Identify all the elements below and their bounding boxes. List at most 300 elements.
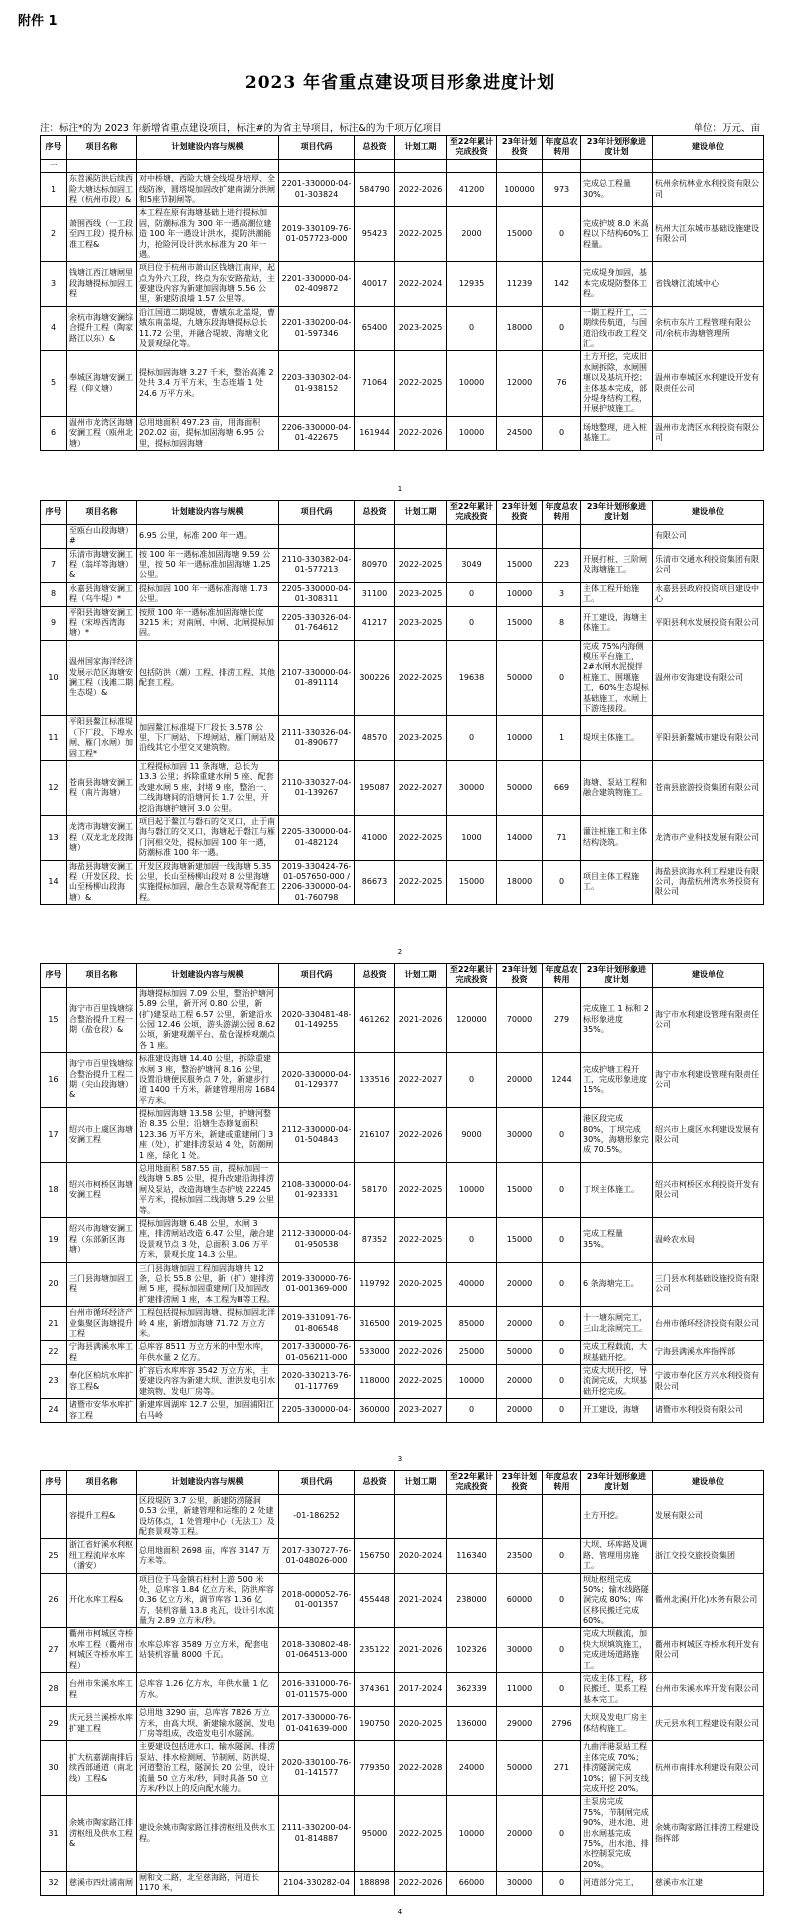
column-header: 项目代码 bbox=[279, 136, 355, 160]
table-cell: 0 bbox=[543, 1573, 581, 1628]
table-cell: 水库总库容 3589 万立方米，配套电站装机容量 8000 千瓦。 bbox=[137, 1628, 279, 1673]
table-row bbox=[41, 582, 764, 606]
table-cell: 2022-2025 bbox=[395, 1796, 447, 1872]
table-cell bbox=[355, 159, 395, 172]
table-cell: 2022-2025 bbox=[395, 860, 447, 905]
table-cell: 新建库周湖库 12.7 公里，加固浦阳江右马岭 bbox=[137, 1399, 279, 1423]
table-cell: 0 bbox=[543, 1796, 581, 1872]
table-row bbox=[41, 1108, 764, 1163]
column-header: 计划工期 bbox=[395, 1471, 447, 1495]
table-cell: 温州国家海洋经济发展示范区海塘安澜工程（浅滩二期生态堤）& bbox=[67, 640, 137, 716]
table-cell: 完成施工 1 标和 2 标形象进度 35%。 bbox=[581, 987, 653, 1052]
column-header: 项目代码 bbox=[279, 1471, 355, 1495]
table-cell: 9000 bbox=[447, 1108, 497, 1163]
table-cell: 156750 bbox=[355, 1539, 395, 1573]
table-row bbox=[41, 1399, 764, 1423]
table-cell: 24 bbox=[41, 1399, 67, 1423]
table-cell: 2108-330000-04-01-923331 bbox=[279, 1163, 355, 1218]
table-cell: 6.95 公里，标准 200 年一遇。 bbox=[137, 524, 279, 548]
table-cell: 20000 bbox=[497, 1307, 543, 1341]
table-cell: 9 bbox=[41, 606, 67, 640]
table-cell: 0 bbox=[543, 1108, 581, 1163]
table-cell: 2205-330326-04-01-764612 bbox=[279, 606, 355, 640]
table-cell: 120000 bbox=[447, 987, 497, 1052]
table-cell: 2022-2026 bbox=[395, 173, 447, 207]
column-header: 总投资 bbox=[355, 501, 395, 525]
table-cell: 宁波市奉化区方兴水利投资有限公司 bbox=[653, 1365, 764, 1399]
table-cell: 三门县水利基础设施投资有限公司 bbox=[653, 1262, 764, 1307]
table-cell: 河道部分完工， bbox=[581, 1872, 653, 1896]
table-cell: 2022-2026 bbox=[395, 1872, 447, 1896]
table-cell: 衢州北溪(开化)水务有限公司 bbox=[653, 1573, 764, 1628]
table-cell: 提标加固海塘 3.27 千米，整治高滩 2 处共 3.4 万平方米，生态连墙 1 处 24.6 万平方米。 bbox=[137, 351, 279, 416]
table-cell: 宁海县满溪水库工程 bbox=[67, 1341, 137, 1365]
table-cell: 116340 bbox=[447, 1539, 497, 1573]
table-cell: 2022-2025 bbox=[395, 351, 447, 416]
table-cell bbox=[41, 524, 67, 548]
table-cell: 19638 bbox=[447, 640, 497, 716]
table-cell: 10000 bbox=[497, 716, 543, 761]
table-cell: 2020-2025 bbox=[395, 1262, 447, 1307]
table-cell: 119792 bbox=[355, 1262, 395, 1307]
table-cell: 海塘提标加固 7.09 公里，整治护塘河 5.89 公里，新开河 0.80 公里，新(扩)建泵站工程 6.57 公里，新建沿水公园 12.46 公顷，游头游湖公园 8.62 公顷，新建观潮平台、盐仓湿桥观潮点各 1 座。 bbox=[137, 987, 279, 1052]
table-cell: 按照 100 年一遇标准加固海塘长度 3215 米；对南闸、中闸、北闸提标加固。 bbox=[137, 606, 279, 640]
table-cell: 慈溪市四灶浦南闸 bbox=[67, 1872, 137, 1896]
table-cell: 20000 bbox=[497, 1053, 543, 1108]
table-cell: 86673 bbox=[355, 860, 395, 905]
table-cell: 包括防洪（潮）工程、排涝工程、其他配套工程。 bbox=[137, 640, 279, 716]
table-cell: 余姚市陶家路江排涝枢纽及供水工程& bbox=[67, 1796, 137, 1872]
table-cell bbox=[447, 159, 497, 172]
table-cell: 4 bbox=[41, 306, 67, 351]
table-cell: 港区段完成 80%，丁坝完成 30%，海塘形象完成 70.5%。 bbox=[581, 1108, 653, 1163]
table-cell: 总库容 1.26 亿方水，年供水量 1 亿方水。 bbox=[137, 1673, 279, 1707]
table-cell: 100000 bbox=[497, 173, 543, 207]
table-row bbox=[41, 640, 764, 716]
column-header: 计划工期 bbox=[395, 136, 447, 160]
table-cell: 17 bbox=[41, 1108, 67, 1163]
table-cell: 10000 bbox=[447, 1163, 497, 1218]
table-cell: 0 bbox=[543, 1628, 581, 1673]
table-cell: 完成大坝开挖，导流洞完成，大坝基础开挖完成。 bbox=[581, 1365, 653, 1399]
table-cell bbox=[497, 524, 543, 548]
table-cell: 15000 bbox=[497, 548, 543, 582]
table-row bbox=[41, 1365, 764, 1399]
table-cell: 2205-330000-04-01-308311 bbox=[279, 582, 355, 606]
table-cell: 584790 bbox=[355, 173, 395, 207]
column-header: 计划建设内容与规模 bbox=[137, 136, 279, 160]
table-row bbox=[41, 351, 764, 416]
table-cell: 至瓯台山段海塘）# bbox=[67, 524, 137, 548]
table-cell: 455448 bbox=[355, 1573, 395, 1628]
table-cell bbox=[581, 159, 653, 172]
table-cell: 发展有限公司 bbox=[653, 1494, 764, 1539]
table-cell: 2107-330000-04-01-891114 bbox=[279, 640, 355, 716]
table-cell: 主要建设包括进水口、输水隧洞、排涝泵站、排水检测闸、节制闸、防洪堤、河道整治工程，隧洞长 20 公里，设计流量 50 立方米/秒，同时具备 50 立方米/秒以上的反向配水能力。 bbox=[137, 1741, 279, 1796]
table-cell: 2022-2025 bbox=[395, 207, 447, 262]
table-cell: 温州市龙湾区海塘安澜工程（瓯州北塘） bbox=[67, 416, 137, 450]
table-cell: 温州市龙湾区水利投资有限公司 bbox=[653, 416, 764, 450]
table-cell: 50000 bbox=[497, 640, 543, 716]
table-cell: 24500 bbox=[497, 416, 543, 450]
project-table bbox=[40, 1470, 764, 1896]
table-cell: 2022-2024 bbox=[395, 262, 447, 307]
table-cell: 65400 bbox=[355, 306, 395, 351]
table-cell: 2023-2027 bbox=[395, 1399, 447, 1423]
table-cell: 绍兴市柯桥区水利投资开发有限公司 bbox=[653, 1163, 764, 1218]
table-header-row bbox=[41, 136, 764, 160]
table-cell: 完成 75%内海侧模压平台施工，2#水闸水泥搅拌桩施工、围堰施工，60%生态堤标基础施工，水闸上下游连接段。 bbox=[581, 640, 653, 716]
table-row bbox=[41, 262, 764, 307]
table-cell: 2000 bbox=[447, 207, 497, 262]
table-cell: 海塘、泵站工程和融合建筑物施工。 bbox=[581, 760, 653, 815]
table-cell: 190750 bbox=[355, 1707, 395, 1741]
table-cell: 15000 bbox=[497, 1217, 543, 1262]
table-cell: 12 bbox=[41, 760, 67, 815]
table-cell: 海宁市百里钱塘综合整治提升工程二期（尖山段海塘）& bbox=[67, 1053, 137, 1108]
table-cell: 80970 bbox=[355, 548, 395, 582]
table-cell: 诸暨市水利投资有限公司 bbox=[653, 1399, 764, 1423]
table-cell: 衢州市柯城区寺桥水利开发有限公司 bbox=[653, 1628, 764, 1673]
table-cell: 0 bbox=[543, 640, 581, 716]
table-cell: 6 bbox=[41, 416, 67, 450]
table-cell: 3 bbox=[543, 582, 581, 606]
table-cell: 95000 bbox=[355, 1796, 395, 1872]
table-cell: 235122 bbox=[355, 1628, 395, 1673]
table-cell: 余杭市海塘安澜综合提升工程（陶家路江以东）& bbox=[67, 306, 137, 351]
table-cell: 31 bbox=[41, 1796, 67, 1872]
table-cell: 平阳县新鳌城市建设有限公司 bbox=[653, 716, 764, 761]
table-cell: 堤坝主体施工。 bbox=[581, 716, 653, 761]
table-cell: 12000 bbox=[497, 351, 543, 416]
table-cell: 2019-330424-76-01-057650-000 / 2206-330000-04-01-760798 bbox=[279, 860, 355, 905]
table-cell: 2017-330727-76-01-048026-000 bbox=[279, 1539, 355, 1573]
table-cell: 10000 bbox=[447, 1365, 497, 1399]
table-cell bbox=[543, 524, 581, 548]
table-cell: 6 条海塘完工。 bbox=[581, 1262, 653, 1307]
page-title: 2023 年省重点建设项目形象进度计划 bbox=[244, 73, 556, 93]
table-cell: 对中桥塘、西险大塘全线堤身培厚、全线防渗，圆塔堤加固改扩建南湖分洪闸和5座节制闸等。 bbox=[137, 173, 279, 207]
table-cell: 2022-2026 bbox=[395, 416, 447, 450]
table-cell: 10000 bbox=[447, 351, 497, 416]
table-row bbox=[41, 1872, 764, 1896]
column-header: 项目名称 bbox=[67, 1471, 137, 1495]
table-cell: 龙湾市产业科技发展有限公司 bbox=[653, 815, 764, 860]
table-cell bbox=[543, 1494, 581, 1539]
table-cell: 总用地面积 497.23 亩，用海面积 202.02 亩，提标加固海塘 6.95 公里，提标加固海塘 bbox=[137, 416, 279, 450]
table-cell: 20000 bbox=[497, 1365, 543, 1399]
table-cell: 庆元县水利工程建设有限公司 bbox=[653, 1707, 764, 1741]
table-cell: 2019-330109-76-01-057723-000 bbox=[279, 207, 355, 262]
page-number: 1 bbox=[397, 485, 403, 493]
table-cell: 永嘉县海塘安澜工程（乌牛堤）* bbox=[67, 582, 137, 606]
table-cell bbox=[497, 159, 543, 172]
table-cell: 18 bbox=[41, 1163, 67, 1218]
column-header: 23年计划投资 bbox=[497, 136, 543, 160]
table-cell: 本工程在原有海塘基础上进行提标加固，防潮标准为 300 年一遇高潮位建造 100 年一遇设计洪水，提防洪潮能力，抢险河设计洪水标准为 20 年一遇。 bbox=[137, 207, 279, 262]
column-header: 计划建设内容与规模 bbox=[137, 1471, 279, 1495]
table-cell: 萧围西线（一工段至四工段）提升标准工程& bbox=[67, 207, 137, 262]
table-cell: 庆元县兰溪桥水库扩建工程 bbox=[67, 1707, 137, 1741]
table-cell: 提标加固海塘 6.48 公里，水闸 3 座，排涝闸站改造 6.47 公里，融合建设景观节点 3 处，总面积 3.06 万平方米，景观长度 14.3 公里。 bbox=[137, 1217, 279, 1262]
table-cell: 10000 bbox=[497, 582, 543, 606]
table-cell: 场地整理，进入桩基施工。 bbox=[581, 416, 653, 450]
table-cell: 2020-2025 bbox=[395, 1707, 447, 1741]
table-cell: 19 bbox=[41, 1217, 67, 1262]
table-cell: 0 bbox=[447, 582, 497, 606]
table-cell: 区段堤防 3.7 公里，新建防涝隧洞 0.53 公里，新建管理和运维的 2 处建设坊体点，1 处管理中心（无法工）及配套景观等工程。 bbox=[137, 1494, 279, 1539]
table-cell: 完成堤身加固，基本完成堤防整体工程。 bbox=[581, 262, 653, 307]
table-cell: 龙湾市海塘安澜工程（双龙北龙段海塘） bbox=[67, 815, 137, 860]
table-cell: 2022-2026 bbox=[395, 1108, 447, 1163]
table-cell: 宁海县满溪水库指挥部 bbox=[653, 1341, 764, 1365]
annex-label: 附件 1 bbox=[18, 14, 58, 29]
table-row bbox=[41, 207, 764, 262]
table-cell: 374361 bbox=[355, 1673, 395, 1707]
table-cell: 2020-2024 bbox=[395, 1539, 447, 1573]
table-cell: 项目起于鳌江与磐石的交叉口，止于南海与磐江的交叉口，海塘起于磐江与雁门河相交处，提标加固 100 年一遇，防潮标准 100 年一遇。 bbox=[137, 815, 279, 860]
table-cell: 316500 bbox=[355, 1307, 395, 1341]
table-cell: 奉城区海塘安澜工程（仰义塘） bbox=[67, 351, 137, 416]
table-row bbox=[41, 860, 764, 905]
table-cell: 2110-330327-04-01-139267 bbox=[279, 760, 355, 815]
table-cell: 奉化区柏坑水库扩容工程& bbox=[67, 1365, 137, 1399]
table-cell: 完成工程载流，大坝基础开挖。 bbox=[581, 1341, 653, 1365]
table-cell: 主泵房完成 75%，节制闸完成 90%，进水池、进出水闸基完成 75%，出水池、排水控制泵完成 20%。 bbox=[581, 1796, 653, 1872]
table-cell: 杭州市南排水利建设有限公司 bbox=[653, 1741, 764, 1796]
table-cell: 216107 bbox=[355, 1108, 395, 1163]
column-header: 计划建设内容与规模 bbox=[137, 964, 279, 988]
table-cell: 5 bbox=[41, 351, 67, 416]
table-cell: 平阳县鳌江标准堤（下厂段、下埠水闸、雁门水闸）加固工程* bbox=[67, 716, 137, 761]
table-cell bbox=[497, 1494, 543, 1539]
table-cell bbox=[355, 524, 395, 548]
column-header: 序号 bbox=[41, 501, 67, 525]
table-cell: 461262 bbox=[355, 987, 395, 1052]
table-cell: 容提升工程& bbox=[67, 1494, 137, 1539]
table-cell: 58170 bbox=[355, 1163, 395, 1218]
table-cell: 15000 bbox=[497, 606, 543, 640]
table-row bbox=[41, 1539, 764, 1573]
table-cell: 76 bbox=[543, 351, 581, 416]
table-cell: 钱塘江西江塘闸里段海塘提标加固工程 bbox=[67, 262, 137, 307]
table-cell bbox=[41, 1494, 67, 1539]
table-cell: 188898 bbox=[355, 1872, 395, 1896]
table-cell: 87352 bbox=[355, 1217, 395, 1262]
table-row bbox=[41, 173, 764, 207]
table-row bbox=[41, 1262, 764, 1307]
table-cell: 2201-330000-04-01-303824 bbox=[279, 173, 355, 207]
table-row bbox=[41, 416, 764, 450]
table-cell: 0 bbox=[543, 416, 581, 450]
table-cell bbox=[67, 159, 137, 172]
column-header: 计划工期 bbox=[395, 501, 447, 525]
table-cell: 238000 bbox=[447, 1573, 497, 1628]
table-cell: 项目位于马金镇石柱村上游 500 米处，总库容 1.84 亿立方米，防洪库容 0.36 亿立方米，调节库容 1.36 亿方，装机容量 13.8 兆瓦，设计引水流量为 2.89 立方米/秒。 bbox=[137, 1573, 279, 1628]
table-cell bbox=[395, 159, 447, 172]
table-cell: 2023-2025 bbox=[395, 606, 447, 640]
table-row bbox=[41, 815, 764, 860]
table-cell: 1244 bbox=[543, 1053, 581, 1108]
table-cell: 土方开挖，完成旧水闸拆除，水闸围堰以及基坑开挖；主体基本完成，部分堤身结构工程，开展护坡施工。 bbox=[581, 351, 653, 416]
table-cell: 完成主体工程，移民搬迁、渠系工程基本完工。 bbox=[581, 1673, 653, 1707]
table-row bbox=[41, 159, 764, 172]
table-row bbox=[41, 1053, 764, 1108]
table-cell: 30000 bbox=[497, 1628, 543, 1673]
table-cell: 15000 bbox=[497, 207, 543, 262]
table-cell: 136000 bbox=[447, 1707, 497, 1741]
table-cell: 48570 bbox=[355, 716, 395, 761]
table-cell: 2112-330000-04-01-504843 bbox=[279, 1108, 355, 1163]
table-cell: 0 bbox=[543, 860, 581, 905]
table-cell: 扩容后水库库容 3542 万立方米，主要建设内容为新建大坝、泄洪发电引水建筑物、发电厂房等。 bbox=[137, 1365, 279, 1399]
table-cell: 1 bbox=[41, 173, 67, 207]
table-cell: 工程包括提标加固海塘、提标加固北洋岭 4 座，新增加海塘 71.72 万立方米。 bbox=[137, 1307, 279, 1341]
table-cell: 40000 bbox=[447, 1262, 497, 1307]
column-header: 计划工期 bbox=[395, 964, 447, 988]
table-cell: 25 bbox=[41, 1539, 67, 1573]
table-cell: 永嘉县县政府投资项目建设中心 bbox=[653, 582, 764, 606]
table-cell: 开发区段海塘新建加固一线海塘 5.35 公里，长山至杨柳山段对 8 公里海塘实施提标加固，融合生态景观等配套工程。 bbox=[137, 860, 279, 905]
column-header: 23年计划形象进度计划 bbox=[581, 964, 653, 988]
table-cell: 2201-330000-04-02-409872 bbox=[279, 262, 355, 307]
table-cell: 乐清市海塘安澜工程（翁垟等海塘）& bbox=[67, 548, 137, 582]
project-table bbox=[40, 500, 764, 905]
table-cell: 1 bbox=[543, 716, 581, 761]
table-cell: 一期工程开工，二期续传航道，与国道沿线市政工程交汇。 bbox=[581, 306, 653, 351]
table-cell: 2020-330100-76-01-141577 bbox=[279, 1741, 355, 1796]
table-cell: 66000 bbox=[447, 1872, 497, 1896]
table-cell: 余杭市东片工程管理有限公司/余杭市海塘管理所 bbox=[653, 306, 764, 351]
table-cell: 绍兴市上虞区水利建设发展有限公司 bbox=[653, 1108, 764, 1163]
table-cell: 18000 bbox=[497, 306, 543, 351]
table-cell: 2 bbox=[41, 207, 67, 262]
table-cell: 11239 bbox=[497, 262, 543, 307]
table-cell: 慈溪市水江建 bbox=[653, 1872, 764, 1896]
table-cell: 建设余姚市陶家路江排涝枢纽及供水工程。 bbox=[137, 1796, 279, 1872]
table-row bbox=[41, 1217, 764, 1262]
table-cell: 161944 bbox=[355, 416, 395, 450]
table-cell: 18000 bbox=[497, 860, 543, 905]
table-cell: 0 bbox=[447, 1053, 497, 1108]
table-cell: 26 bbox=[41, 1573, 67, 1628]
table-cell: 余姚市陶家路江排涝工程建设指挥部 bbox=[653, 1796, 764, 1872]
column-header: 至22年累计完成投资 bbox=[447, 964, 497, 988]
table-row bbox=[41, 1494, 764, 1539]
table-cell: 2021-2024 bbox=[395, 1573, 447, 1628]
table-cell: 项目位于杭州市萧山区钱塘江南岸，起点为外六工段，终点为东安路盐站，主要建设内容为新建加固海塘 5.56 公里，新建防浪墙 1.57 公里等。 bbox=[137, 262, 279, 307]
table-cell: 669 bbox=[543, 760, 581, 815]
table-cell: 85000 bbox=[447, 1307, 497, 1341]
table-cell: 完成工程量 35%。 bbox=[581, 1217, 653, 1262]
table-cell: 0 bbox=[543, 1673, 581, 1707]
table-cell: 0 bbox=[447, 716, 497, 761]
table-cell: 50000 bbox=[497, 1741, 543, 1796]
table-cell: 温州市奉城区水利建设开发有限责任公司 bbox=[653, 351, 764, 416]
table-cell: 30000 bbox=[497, 1108, 543, 1163]
table-cell bbox=[653, 159, 764, 172]
table-row bbox=[41, 1796, 764, 1872]
table-cell: 灌注桩施工和主体结构浇筑。 bbox=[581, 815, 653, 860]
table-cell: 2022-2025 bbox=[395, 815, 447, 860]
table-cell bbox=[395, 1494, 447, 1539]
table-cell: 诸暨市安华水库扩容工程 bbox=[67, 1399, 137, 1423]
column-header: 年度总农转用 bbox=[543, 1471, 581, 1495]
column-header: 项目名称 bbox=[67, 501, 137, 525]
table-cell: 开展打桩、三阶闸及海塘施工。 bbox=[581, 548, 653, 582]
table-cell: 九曲洋港泵站工程主体完成 70%；排涝隧洞完成 10%；留下河支线完成开挖 20%。 bbox=[581, 1741, 653, 1796]
table-cell: 温州市安海建设有限公司 bbox=[653, 640, 764, 716]
table-cell: 0 bbox=[543, 1217, 581, 1262]
table-cell: 2022-2025 bbox=[395, 1217, 447, 1262]
column-header: 项目名称 bbox=[67, 964, 137, 988]
table-header-row bbox=[41, 964, 764, 988]
table-cell: 2021-2026 bbox=[395, 1628, 447, 1673]
table-cell: 71064 bbox=[355, 351, 395, 416]
table-cell: 工程提标加固 11 条海塘，总长为 13.3 公里；拆除重建水闸 5 座、配套改建水闸 5 座，封堵 9 座，整治一、二线海塘间的沿塘河长 1.7 公里，开挖沿海塘护塘河 3.0 公里。 bbox=[137, 760, 279, 815]
column-header: 序号 bbox=[41, 964, 67, 988]
table-cell: 15000 bbox=[497, 1163, 543, 1218]
table-cell: 乐清市交通水利投资集团有限公司 bbox=[653, 548, 764, 582]
table-cell: 30000 bbox=[447, 760, 497, 815]
table-cell: 一 bbox=[41, 159, 67, 172]
table-cell: 0 bbox=[447, 306, 497, 351]
table-cell: 土方开挖。 bbox=[581, 1494, 653, 1539]
table-cell: 24000 bbox=[447, 1741, 497, 1796]
table-cell: 30000 bbox=[497, 1872, 543, 1896]
table-cell: 2022-2027 bbox=[395, 760, 447, 815]
table-cell: 温岭农水局 bbox=[653, 1217, 764, 1262]
column-header: 年度总农转用 bbox=[543, 136, 581, 160]
column-header: 至22年累计完成投资 bbox=[447, 136, 497, 160]
table-cell: 20000 bbox=[497, 1796, 543, 1872]
table-cell: 2018-000052-76-01-001357 bbox=[279, 1573, 355, 1628]
table-cell: 2022-2025 bbox=[395, 548, 447, 582]
table-cell: 533000 bbox=[355, 1341, 395, 1365]
table-cell: 标准建设海塘 14.40 公里，拆除重建水闸 3 座，整治护塘河 8.16 公里，设置沿塘便民服务点 7 处，新建步行道 1400 千方米，新建管理用房 1684 平方米。 bbox=[137, 1053, 279, 1108]
table-cell: 2019-330000-76-01-001369-000 bbox=[279, 1262, 355, 1307]
column-header: 建设单位 bbox=[653, 1471, 764, 1495]
table-cell: 完成护塘工程开工，完成形象进度 15%。 bbox=[581, 1053, 653, 1108]
table-cell: 提标加固海塘 13.58 公里，护塘河整治 8.35 公里；沿塘生态修复面积 123.36 万平方米，新建或重建闸门 3 座（处），扩建排涝泵站 4 处，防潮闸 1 座，绿化 1 处。 bbox=[137, 1108, 279, 1163]
table-cell: 2205-330000-04- bbox=[279, 1399, 355, 1423]
table-cell: 2018-330802-48-01-064513-000 bbox=[279, 1628, 355, 1673]
table-cell: 195087 bbox=[355, 760, 395, 815]
table-cell: 完成护坡 8.0 米高程以下结构60%工程量。 bbox=[581, 207, 653, 262]
table-cell: 102326 bbox=[447, 1628, 497, 1673]
table-cell: 扩大杭嘉湖南排后续西部通道（南北线）工程& bbox=[67, 1741, 137, 1796]
table-cell: 加固鳌江标准堤下厂段长 3.578 公里，下厂闸站、下埠闸站、雁门闸站及沿线其它小型交叉建筑物。 bbox=[137, 716, 279, 761]
table-cell: 三门县海塘加固工程加固海塘共 12 条，总长 55.8 公里，新（扩）建排涝闸 5 座，提标加固重建闸门及加固改扩建排涝闸 1 座，本工程为Ⅲ等工程。 bbox=[137, 1262, 279, 1307]
table-cell: 12935 bbox=[447, 262, 497, 307]
table-cell: 大坝、环库路及调路、管理用房施工。 bbox=[581, 1539, 653, 1573]
table-cell: 50000 bbox=[497, 760, 543, 815]
table-cell: 大坝及发电厂房主体结构施工。 bbox=[581, 1707, 653, 1741]
column-header: 23年计划投资 bbox=[497, 1471, 543, 1495]
table-cell: 按 100 年一遇标准加固海塘 9.59 公里，按 50 年一遇标准加固海塘 1.25 公里。 bbox=[137, 548, 279, 582]
table-cell: 40017 bbox=[355, 262, 395, 307]
table-cell: 27 bbox=[41, 1628, 67, 1673]
table-cell: 362339 bbox=[447, 1673, 497, 1707]
table-row bbox=[41, 1163, 764, 1218]
table-cell bbox=[137, 159, 279, 172]
table-row bbox=[41, 606, 764, 640]
project-table bbox=[40, 135, 764, 451]
column-header: 23年计划形象进度计划 bbox=[581, 501, 653, 525]
table-cell: 台州市循环经济投资有限公司 bbox=[653, 1307, 764, 1341]
column-header: 年度总农转用 bbox=[543, 964, 581, 988]
table-cell: 2112-330000-04-01-950538 bbox=[279, 1217, 355, 1262]
